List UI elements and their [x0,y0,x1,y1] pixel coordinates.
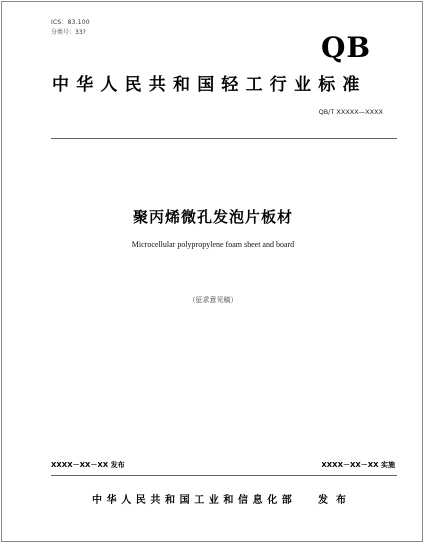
footer-divider [51,475,397,476]
issuing-authority: 中华人民共和国工业和信息化部 [92,495,297,506]
document-title-chinese: 聚丙烯微孔发泡片板材 [132,208,293,226]
issuing-action: 发布 [318,495,354,506]
issue-date: XXXX－XX－XX 发布 [51,461,125,469]
ics-code: ICS：83.100 [51,19,90,26]
header-divider [51,138,397,139]
draft-status-note: （征求意见稿） [188,296,238,304]
ccs-classification-code: 分类号：33? [51,29,86,36]
document-title-english: Microcellular polypropylene foam sheet and board [131,240,295,249]
qb-logo: QB [320,31,371,64]
standard-number: QB/T XXXXX—XXXX [318,108,383,116]
standard-category-title: 中华人民共和国轻工行业标准 [52,75,367,95]
implementation-date: XXXX－XX－XX 实施 [321,461,395,469]
document-cover-page [1,1,423,542]
